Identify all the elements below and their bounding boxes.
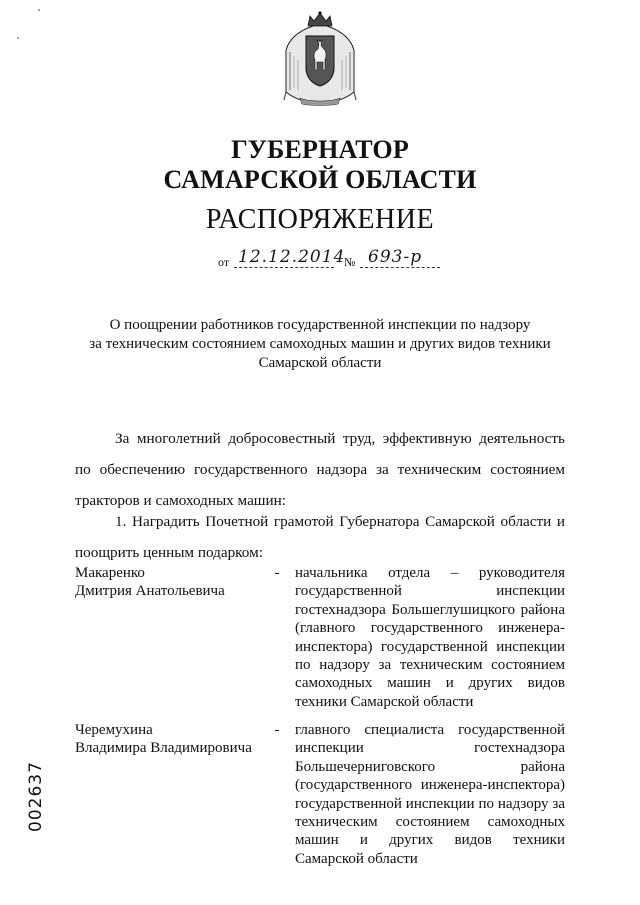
awardee-dash: - bbox=[274, 565, 280, 581]
subject-line1: О поощрении работников государственной инспекции по надзору bbox=[109, 317, 531, 333]
awardee-surname: Черемухина bbox=[75, 722, 153, 738]
item-1-paragraph bbox=[75, 506, 565, 568]
awardee-position: главного специалиста государственной инспекции гостехнадзора Большечерниговского района (государственного инженера-инспектора) государственной инспекции по надзору за техническим состоянием самоходных машин и других видов техники Самарской области bbox=[295, 722, 565, 867]
awardee-dash: - bbox=[274, 722, 280, 738]
coat-of-arms-icon bbox=[282, 10, 358, 106]
awardee-given-name: Дмитрия Анатольевича bbox=[75, 583, 225, 600]
awardee-entry bbox=[75, 564, 565, 714]
date-number-line bbox=[218, 247, 458, 271]
date-underline bbox=[234, 267, 334, 268]
number-prefix: № bbox=[344, 255, 356, 269]
awardee-surname: Макаренко bbox=[75, 565, 145, 581]
subject-line2: за техническим состоянием самоходных машин и других видов техники bbox=[89, 336, 551, 352]
awardee-name bbox=[75, 564, 275, 601]
item-1-text: 1. Наградить Почетной грамотой Губернатора Самарской области и поощрить ценным подарком: bbox=[75, 513, 565, 561]
awardee-entry bbox=[75, 721, 565, 867]
handwritten-number: 693-р bbox=[368, 247, 423, 267]
awardee-position: начальника отдела – руководителя государственной инспекции гостехнадзора Большеглушицкого района (главного государственного инженера-инспектора) государственной инспекции по надзору за техническим состоянием самоходных машин и других видов техники Самарской области bbox=[295, 565, 565, 710]
issuer-title-line2: САМАРСКОЙ ОБЛАСТИ bbox=[163, 165, 477, 194]
document-subject bbox=[60, 316, 580, 373]
scan-speck bbox=[38, 9, 40, 11]
subject-line3: Самарской области bbox=[258, 355, 382, 371]
handwritten-date: 12.12.2014 bbox=[238, 247, 346, 267]
intro-text: За многолетний добросовестный труд, эффективную деятельность по обеспечению государственного надзора за техническим состоянием тракторов и самоходных машин: bbox=[75, 430, 565, 509]
intro-paragraph bbox=[75, 423, 565, 516]
date-prefix: от bbox=[218, 255, 230, 269]
serial-number: 002637 bbox=[26, 761, 46, 832]
scan-speck bbox=[17, 37, 19, 39]
number-underline bbox=[360, 267, 440, 268]
document-type-title: РАСПОРЯЖЕНИЕ bbox=[205, 204, 435, 235]
issuer-title-line1: ГУБЕРНАТОР bbox=[231, 135, 409, 164]
awardee-given-name: Владимира Владимировича bbox=[75, 740, 252, 757]
awardee-name bbox=[75, 721, 275, 758]
